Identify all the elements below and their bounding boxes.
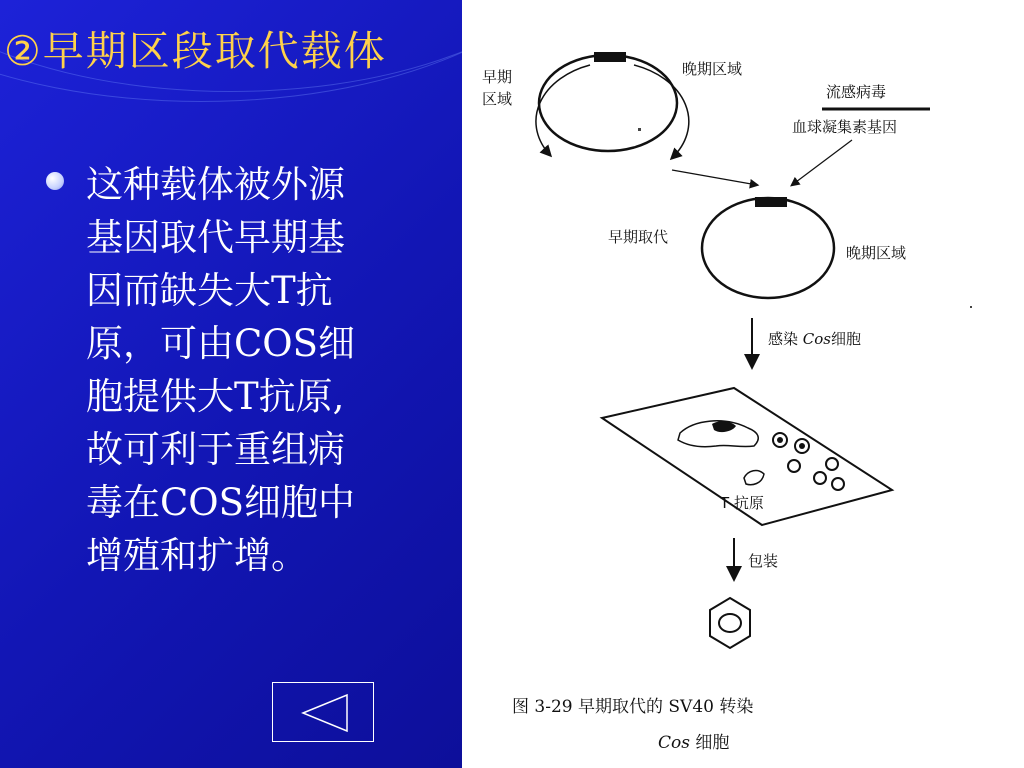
late-region-label: 晚期区域 bbox=[846, 244, 907, 262]
bullet-icon bbox=[46, 172, 64, 190]
figure-caption: Cos 细胞 bbox=[658, 733, 730, 753]
t-antigen-label: T 抗原 bbox=[720, 494, 764, 512]
body-line: 原，可由COS细 bbox=[86, 322, 355, 365]
early-region-arrow bbox=[536, 65, 590, 155]
recombinant-plasmid-circle bbox=[702, 198, 834, 298]
early-replaced-label: 早期取代 bbox=[608, 228, 669, 246]
body-line: 增殖和扩增。 bbox=[86, 534, 308, 577]
early-region-label: 区域 bbox=[482, 90, 513, 108]
left-triangle-icon bbox=[273, 683, 375, 743]
arrow bbox=[672, 170, 757, 185]
infect-label: 感染 Cos细胞 bbox=[768, 330, 862, 348]
figure-caption: 图 3-29 早期取代的 SV40 转染 bbox=[512, 697, 754, 717]
body-line: 故可利于重组病 bbox=[86, 428, 345, 471]
figure-panel bbox=[462, 0, 1024, 768]
body-line: 胞提供大T抗原, bbox=[86, 375, 345, 418]
back-nav-button[interactable] bbox=[272, 682, 374, 742]
sv40-diagram bbox=[462, 0, 1024, 768]
early-region-label: 早期 bbox=[482, 68, 513, 86]
virion-icon bbox=[710, 598, 750, 648]
sv40-plasmid-circle bbox=[539, 55, 677, 151]
body-line: 因而缺失大T抗 bbox=[86, 269, 333, 312]
hemagglutinin-gene-label: 血球凝集素基因 bbox=[792, 118, 898, 136]
arrow bbox=[792, 140, 852, 185]
late-region-label: 晚期区域 bbox=[682, 60, 743, 78]
flu-virus-label: 流感病毒 bbox=[826, 83, 887, 101]
t-antigen-cell bbox=[744, 471, 764, 485]
body-line: 毒在COS细胞中 bbox=[86, 481, 355, 524]
bullet-text bbox=[86, 158, 416, 582]
body-line: 基因取代早期基 bbox=[86, 216, 345, 259]
body-line: 这种载体被外源 bbox=[86, 163, 345, 206]
packaging-label: 包装 bbox=[748, 552, 779, 570]
insert-marker bbox=[755, 197, 787, 207]
left-panel bbox=[0, 0, 462, 768]
insert-marker bbox=[594, 52, 626, 62]
slide-title: ②早期区段取代载体 bbox=[4, 27, 387, 75]
